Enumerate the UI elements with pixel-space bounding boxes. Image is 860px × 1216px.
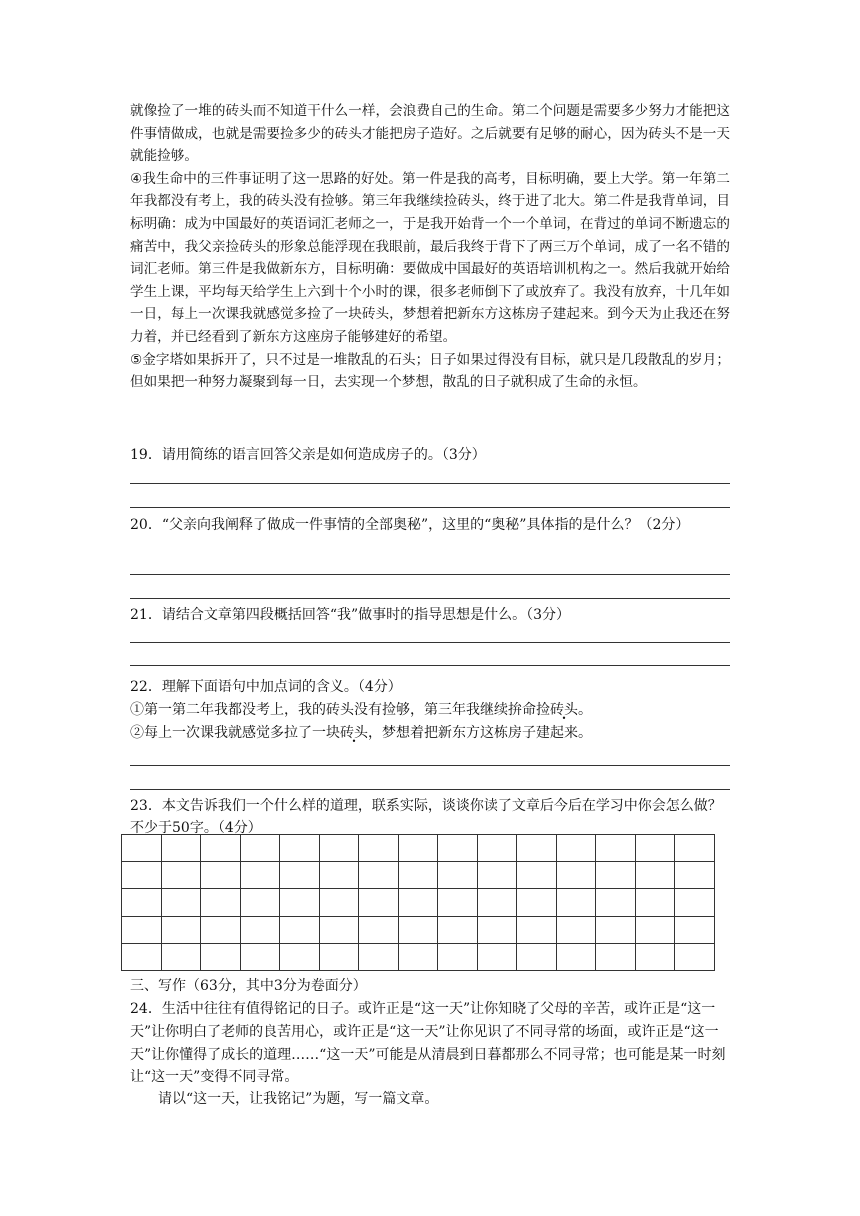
grid-cell[interactable] bbox=[517, 889, 557, 916]
grid-cell[interactable] bbox=[319, 862, 359, 889]
passage bbox=[130, 100, 730, 394]
grid-cell[interactable] bbox=[201, 835, 241, 862]
grid-cell[interactable] bbox=[161, 889, 201, 916]
grid-cell[interactable] bbox=[438, 862, 478, 889]
grid-cell[interactable] bbox=[596, 943, 636, 970]
grid-cell[interactable] bbox=[280, 916, 320, 943]
question-22-sentence-2 bbox=[130, 722, 730, 744]
answer-line[interactable] bbox=[130, 665, 730, 666]
question-19: 19．请用简练的语言回答父亲是如何造成房子的。（3分） bbox=[130, 447, 486, 463]
sentence-text: ②每上一次课我就感觉多拉了一块 bbox=[130, 725, 340, 741]
question-24: 24．生活中往往有值得铭记的日子。或许正是“这一天”让你知晓了父母的辛苦，或许正是“这一天”让你明白了老师的良苦用心，或许正是“这一天”让你见识了不同寻常的场面，或许正是“这一天”让你懂得了成长的道理……“这一天”可能是从清晨到日暮都那么不同寻常；也可能是某一时刻让“这一天”变得不同寻常。 bbox=[130, 1001, 726, 1086]
grid-row bbox=[122, 943, 715, 970]
grid-cell[interactable] bbox=[240, 862, 280, 889]
grid-row bbox=[122, 889, 715, 916]
grid-cell[interactable] bbox=[122, 916, 162, 943]
passage-paragraph-5: ⑤金字塔如果拆开了，只不过是一堆散乱的石头；日子如果过得没有目标，就只是几段散乱的岁月；但如果把一种努力凝聚到每一日，去实现一个梦想，散乱的日子就积成了生命的永恒。 bbox=[130, 351, 730, 391]
grid-cell[interactable] bbox=[280, 835, 320, 862]
grid-row bbox=[122, 862, 715, 889]
grid-cell[interactable] bbox=[556, 835, 596, 862]
question-23: 23．本文告诉我们一个什么样的道理，联系实际，谈谈你读了文章后今后在学习中你会怎么做？不少于50字。（4分） bbox=[130, 798, 722, 836]
grid-row bbox=[122, 835, 715, 862]
grid-cell[interactable] bbox=[122, 943, 162, 970]
passage-paragraph-4: ④我生命中的三件事证明了这一思路的好处。第一件是我的高考，目标明确，要上大学。第一年第二年我都没有考上，我的砖头没有捡够。第三年我继续捡砖头，终于进了北大。第二件是我背单词，目标明确：成为中国最好的英语词汇老师之一，于是我开始背一个一个单词，在背过的单词不断遗忘的痛苦中，我父亲捡砖头的形象总能浮现在我眼前，最后我终于背下了两三万个单词，成了一名不错的词汇老师。第三件是我做新东方，目标明确：要做成中国最好的英语培训机构之一。然后我就开始给学生上课，平均每天给学生上六到十个小时的课，很多老师倒下了或放弃了。我没有放弃，十几年如一日，每上一次课我就感觉多捡了一块砖头，梦想着把新东方这栋房子建起来。到今天为止我还在努力着，并已经看到了新东方这座房子能够建好的希望。 bbox=[130, 170, 730, 345]
answer-line[interactable] bbox=[130, 483, 730, 484]
answer-line[interactable] bbox=[130, 507, 730, 508]
dotted-word: 砖头 bbox=[340, 725, 368, 741]
grid-cell[interactable] bbox=[438, 943, 478, 970]
grid-cell[interactable] bbox=[556, 862, 596, 889]
grid-cell[interactable] bbox=[161, 916, 201, 943]
sentence-text: ①第一第二年我都没考上，我的砖头没有捡够，第三年我继续拚命捡 bbox=[130, 702, 550, 718]
grid-cell[interactable] bbox=[438, 916, 478, 943]
writing-section-title: 三、写作（63分，其中3分为卷面分） bbox=[130, 978, 367, 994]
grid-cell[interactable] bbox=[675, 835, 715, 862]
grid-cell[interactable] bbox=[280, 889, 320, 916]
grid-cell[interactable] bbox=[517, 862, 557, 889]
grid-cell[interactable] bbox=[398, 835, 438, 862]
sentence-text: 。 bbox=[578, 702, 592, 718]
grid-cell[interactable] bbox=[319, 916, 359, 943]
grid-cell[interactable] bbox=[556, 916, 596, 943]
grid-cell[interactable] bbox=[477, 862, 517, 889]
grid-cell[interactable] bbox=[359, 862, 399, 889]
answer-line[interactable] bbox=[130, 642, 730, 643]
grid-cell[interactable] bbox=[517, 916, 557, 943]
grid-cell[interactable] bbox=[319, 835, 359, 862]
grid-cell[interactable] bbox=[635, 835, 675, 862]
grid-cell[interactable] bbox=[596, 916, 636, 943]
question-22: 22．理解下面语句中加点词的含义。（4分） bbox=[130, 679, 402, 695]
grid-cell[interactable] bbox=[240, 835, 280, 862]
grid-cell[interactable] bbox=[675, 862, 715, 889]
grid-cell[interactable] bbox=[161, 862, 201, 889]
grid-cell[interactable] bbox=[398, 862, 438, 889]
grid-cell[interactable] bbox=[240, 943, 280, 970]
grid-cell[interactable] bbox=[675, 916, 715, 943]
grid-cell[interactable] bbox=[556, 889, 596, 916]
grid-cell[interactable] bbox=[161, 943, 201, 970]
grid-cell[interactable] bbox=[122, 889, 162, 916]
grid-cell[interactable] bbox=[635, 889, 675, 916]
grid-cell[interactable] bbox=[596, 862, 636, 889]
grid-cell[interactable] bbox=[359, 916, 399, 943]
grid-cell[interactable] bbox=[359, 889, 399, 916]
grid-cell[interactable] bbox=[477, 943, 517, 970]
grid-cell[interactable] bbox=[280, 943, 320, 970]
writing-prompt: 请以“这一天，让我铭记”为题，写一篇文章。 bbox=[158, 1091, 439, 1107]
grid-cell[interactable] bbox=[161, 835, 201, 862]
sentence-text: ，梦想着把新东方这栋房子建起来。 bbox=[368, 725, 592, 741]
grid-cell[interactable] bbox=[596, 889, 636, 916]
answer-line[interactable] bbox=[130, 789, 730, 790]
grid-cell[interactable] bbox=[438, 889, 478, 916]
grid-cell[interactable] bbox=[517, 835, 557, 862]
grid-cell[interactable] bbox=[280, 862, 320, 889]
grid-cell[interactable] bbox=[517, 943, 557, 970]
grid-cell[interactable] bbox=[201, 889, 241, 916]
grid-cell[interactable] bbox=[675, 889, 715, 916]
grid-cell[interactable] bbox=[398, 889, 438, 916]
question-20: 20．“父亲向我阐释了做成一件事情的全部奥秘”，这里的“奥秘”具体指的是什么？（2分） bbox=[130, 517, 690, 533]
answer-line[interactable] bbox=[130, 574, 730, 575]
grid-cell[interactable] bbox=[398, 916, 438, 943]
question-22-sentence-1 bbox=[130, 699, 730, 721]
grid-cell[interactable] bbox=[319, 889, 359, 916]
writing-grid[interactable] bbox=[121, 834, 715, 971]
answer-line[interactable] bbox=[130, 765, 730, 766]
grid-cell[interactable] bbox=[122, 862, 162, 889]
question-21: 21．请结合文章第四段概括回答“我”做事时的指导思想是什么。（3分） bbox=[130, 607, 571, 623]
grid-cell[interactable] bbox=[675, 943, 715, 970]
grid-cell[interactable] bbox=[359, 835, 399, 862]
grid-cell[interactable] bbox=[477, 889, 517, 916]
grid-cell[interactable] bbox=[201, 916, 241, 943]
grid-cell[interactable] bbox=[240, 916, 280, 943]
grid-cell[interactable] bbox=[398, 943, 438, 970]
grid-cell[interactable] bbox=[319, 943, 359, 970]
grid-cell[interactable] bbox=[122, 835, 162, 862]
grid-cell[interactable] bbox=[635, 862, 675, 889]
grid-cell[interactable] bbox=[477, 835, 517, 862]
grid-cell[interactable] bbox=[596, 835, 636, 862]
dotted-word: 砖头 bbox=[550, 702, 578, 718]
grid-cell[interactable] bbox=[201, 943, 241, 970]
grid-cell[interactable] bbox=[477, 916, 517, 943]
grid-cell[interactable] bbox=[201, 862, 241, 889]
grid-row bbox=[122, 916, 715, 943]
answer-line[interactable] bbox=[130, 598, 730, 599]
grid-cell[interactable] bbox=[635, 916, 675, 943]
grid-cell[interactable] bbox=[359, 943, 399, 970]
grid-cell[interactable] bbox=[438, 835, 478, 862]
grid-cell[interactable] bbox=[635, 943, 675, 970]
grid-cell[interactable] bbox=[240, 889, 280, 916]
passage-paragraph-3-end: 就像捡了一堆的砖头而不知道干什么一样，会浪费自己的生命。第二个问题是需要多少努力才能把这件事情做成，也就是需要捡多少的砖头才能把房子造好。之后就要有足够的耐心，因为砖头不是一天就能捡够。 bbox=[130, 103, 730, 165]
grid-cell[interactable] bbox=[556, 943, 596, 970]
